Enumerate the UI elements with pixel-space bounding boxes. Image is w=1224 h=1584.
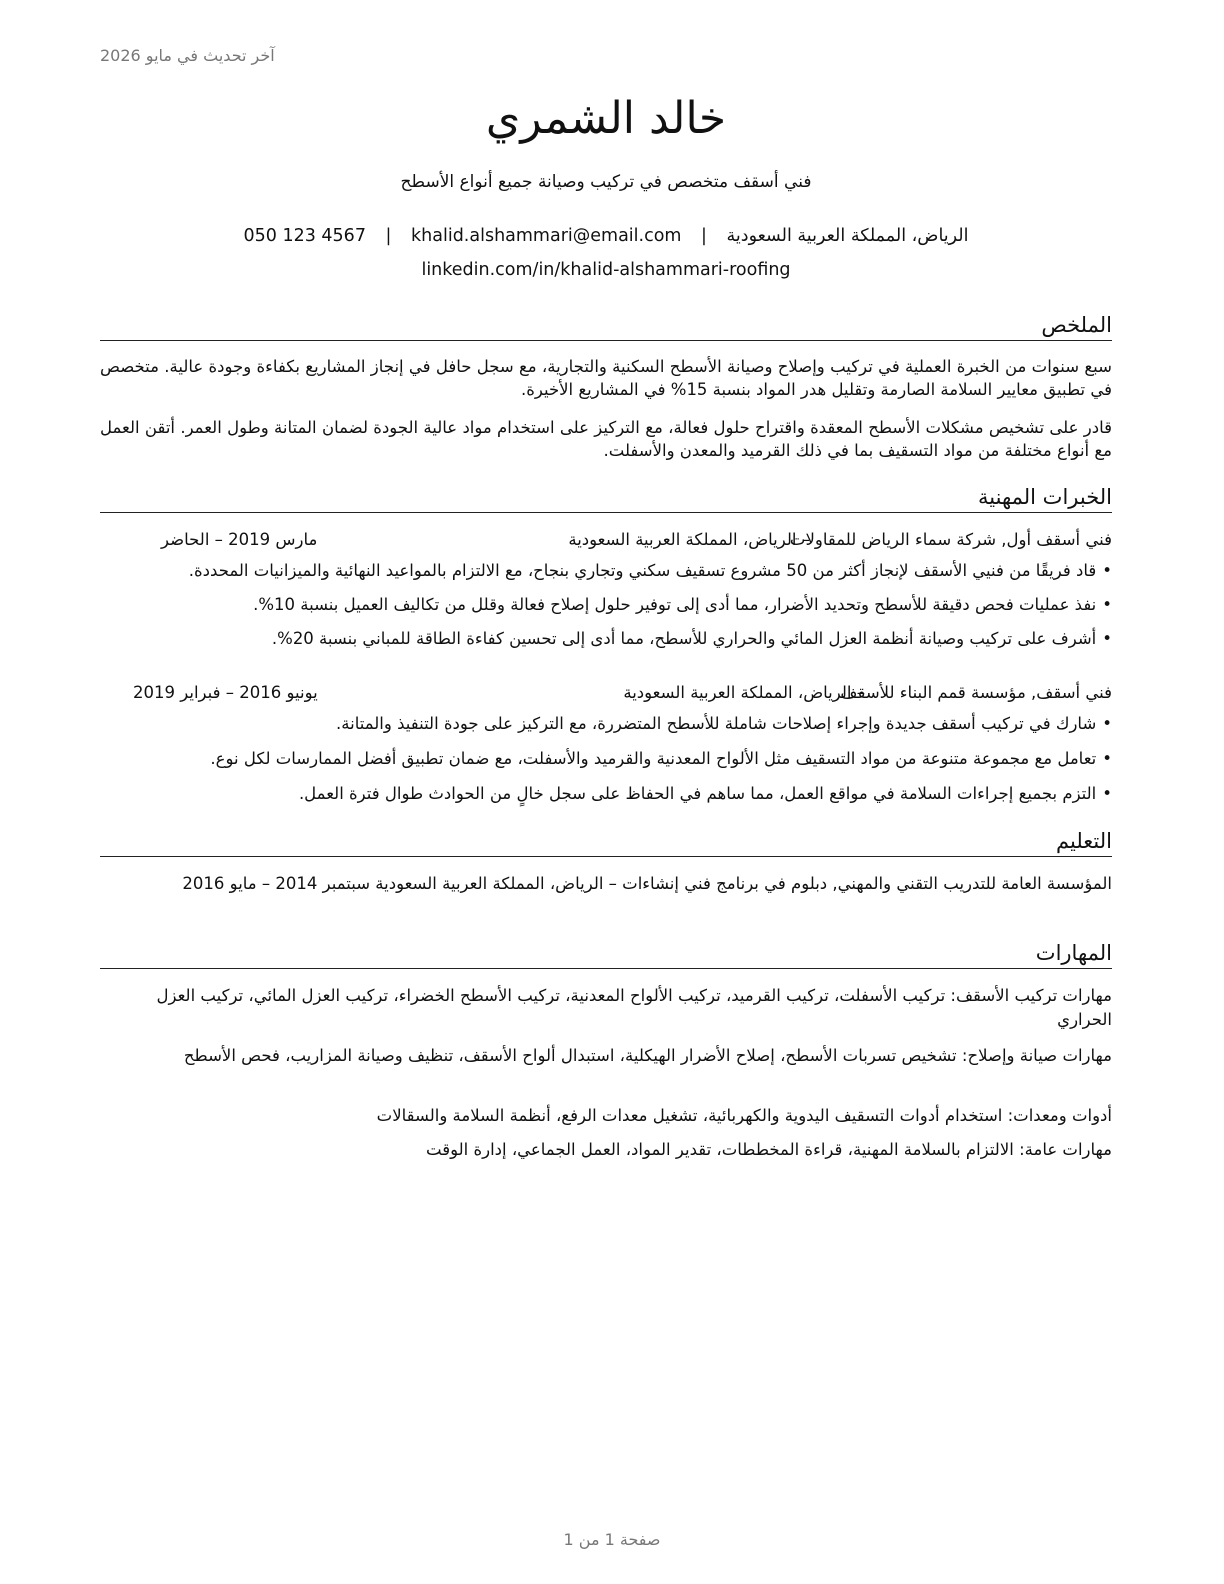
job-role-company: فني أسقف, مؤسسة قمم البناء للأسقف: [840, 683, 1112, 702]
job-bullet: •التزم بجميع إجراءات السلامة في مواقع العمل، مما ساهم في الحفاظ على سجل خالٍ من الحوادث طوال فترة العمل.: [298, 784, 1112, 803]
skill-line: مهارات عامة: الالتزام بالسلامة المهنية، قراءة المخططات، تقدير المواد، العمل الجماعي، إدارة الوقت: [426, 1140, 1112, 1159]
contact-location: الرياض، المملكة العربية السعودية: [726, 226, 969, 246]
last-updated-note: آخر تحديث في مايو 2026: [100, 46, 275, 65]
contact-phone: 050 123 4567: [243, 226, 366, 246]
job-bullet: •قاد فريقًا من فنيي الأسقف لإنجاز أكثر من 50 مشروع تسقيف سكني وتجاري بنجاح، مع الالتزام بالمواعيد النهائية والميزانيات المحددة.: [188, 561, 1112, 580]
section-heading-experience: الخبرات المهنية: [100, 482, 1112, 513]
contact-linkedin[interactable]: linkedin.com/in/khalid-alshammari-roofing: [421, 260, 791, 280]
summary-paragraph: قادر على تشخيص مشكلات الأسطح المعقدة واقتراح حلول فعالة، مع التركيز على استخدام مواد عالية الجودة لضمان المتانة وطول العمر. أتقن العمل مع أنواع مختلفة من مواد التسقيف بما في ذلك القرميد والمعدن والأسفلت.: [100, 418, 1112, 460]
job-location: – الرياض، المملكة العربية السعودية: [623, 683, 865, 702]
skill-line: مهارات تركيب الأسقف: تركيب الأسفلت، تركيب القرميد، تركيب الألواح المعدنية، تركيب الأسطح الخضراء، تركيب العزل المائي، تركيب العزل الحراري: [156, 986, 1112, 1029]
job-header: [100, 681, 1112, 705]
candidate-title: فني أسقف متخصص في تركيب وصيانة جميع أنواع الأسطح: [400, 172, 812, 192]
contact-separator: |: [701, 226, 707, 246]
job-bullet: •أشرف على تركيب وصيانة أنظمة العزل المائي والحراري للأسطح، مما أدى إلى تحسين كفاءة الطاقة للمباني بنسبة 20%.: [271, 629, 1112, 648]
contact-line: [100, 222, 1112, 250]
skill-line: أدوات ومعدات: استخدام أدوات التسقيف اليدوية والكهربائية، تشغيل معدات الرفع، أنظمة السلامة والسقالات: [376, 1106, 1112, 1125]
job-role-company: فني أسقف أول, شركة سماء الرياض للمقاولات: [789, 530, 1112, 549]
candidate-name: خالد الشمري: [485, 93, 727, 144]
page-number: صفحة 1 من 1: [563, 1530, 661, 1549]
summary-paragraph: سبع سنوات من الخبرة العملية في تركيب وإصلاح وصيانة الأسطح السكنية والتجارية، مع سجل حافل في إنجاز المشاريع بكفاءة وجودة عالية. متخصص في تطبيق معايير السلامة الصارمة وتقليل هدر المواد بنسبة 15% في المشاريع الأخيرة.: [100, 357, 1112, 399]
section-heading-education: التعليم: [100, 826, 1112, 857]
contact-email[interactable]: khalid.alshammari@email.com: [411, 226, 682, 246]
job-bullet: •شارك في تركيب أسقف جديدة وإجراء إصلاحات شاملة للأسطح المتضررة، مع التركيز على جودة التنفيذ والمتانة.: [336, 714, 1112, 733]
job-location: – الرياض، المملكة العربية السعودية: [568, 530, 810, 549]
section-heading-skills: المهارات: [100, 938, 1112, 969]
job-dates: يونيو 2016 – فبراير 2019: [133, 683, 318, 702]
contact-separator: |: [385, 226, 392, 246]
job-header: [100, 528, 1112, 552]
job-dates: مارس 2019 – الحاضر: [161, 530, 318, 549]
skill-line: مهارات صيانة وإصلاح: تشخيص تسربات الأسطح، إصلاح الأضرار الهيكلية، استبدال ألواح الأسقف، تنظيف وصيانة المزاريب، فحص الأسطح: [183, 1046, 1112, 1065]
education-entry: المؤسسة العامة للتدريب التقني والمهني, دبلوم في برنامج فني إنشاءات – الرياض، المملكة العربية السعودية سبتمبر 2014 – مايو 2016: [182, 874, 1112, 893]
job-bullet: •تعامل مع مجموعة متنوعة من مواد التسقيف مثل الألواح المعدنية والقرميد والأسفلت، مع ضمان تطبيق أفضل الممارسات لكل نوع.: [210, 749, 1112, 768]
job-bullet: •نفذ عمليات فحص دقيقة للأسطح وتحديد الأضرار، مما أدى إلى توفير حلول إصلاح فعالة وقلل من تكاليف العميل بنسبة 10%.: [253, 595, 1112, 614]
section-heading-summary: الملخص: [100, 310, 1112, 341]
